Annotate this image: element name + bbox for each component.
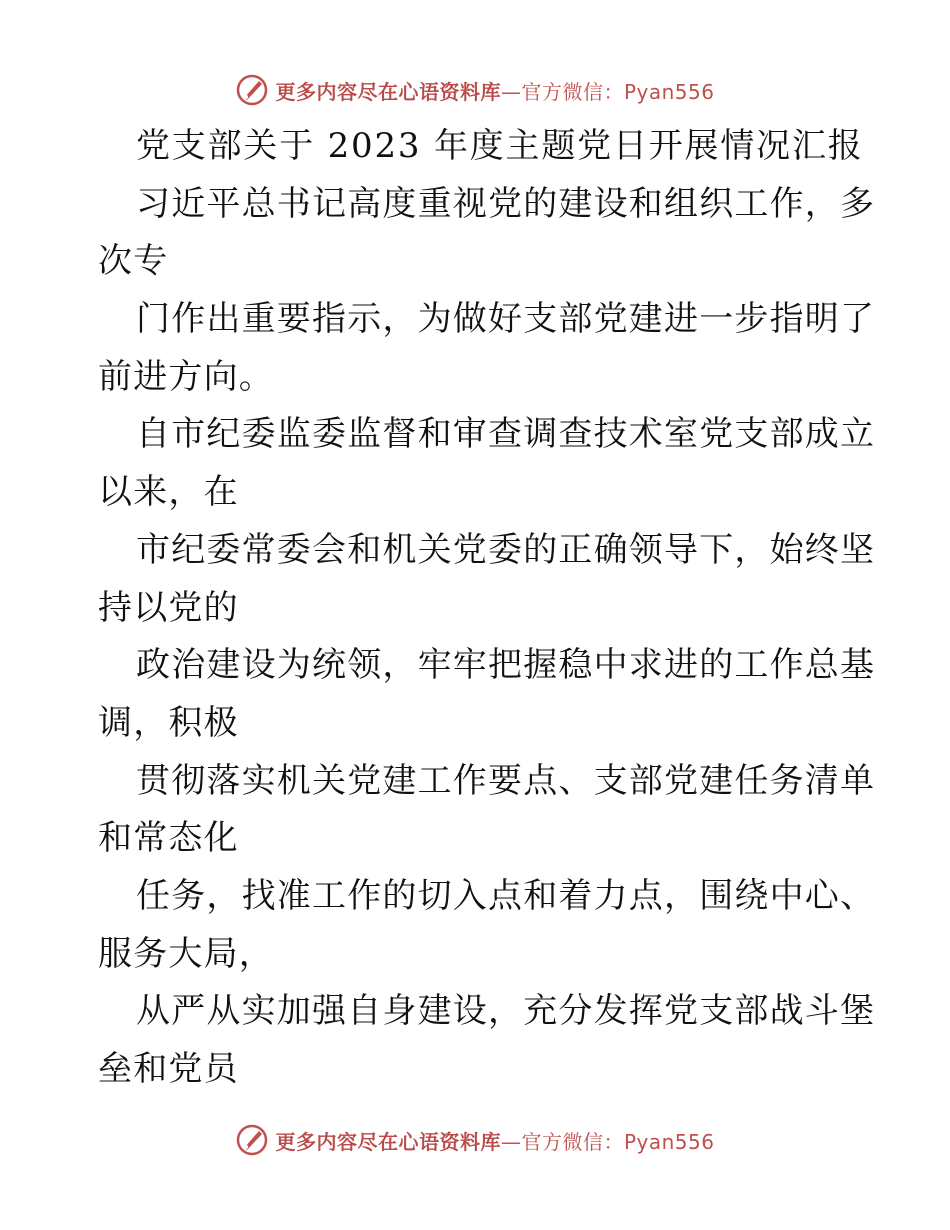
banner-tail-text: —官方微信：Pyan556	[500, 79, 715, 104]
paragraph-line: 调，积极	[98, 702, 239, 743]
paragraph-line: 前进方向。	[98, 356, 274, 397]
document-title: 党支部关于 2023 年度主题党日开展情况汇报	[136, 126, 864, 166]
paragraph-line: 习近平总书记高度重视党的建设和组织工作，多	[136, 183, 876, 224]
banner-tail-text: —官方微信：Pyan556	[500, 1129, 715, 1154]
paragraph-line: 市纪委常委会和机关党委的正确领导下，始终坚	[136, 529, 876, 570]
document-body	[98, 118, 876, 1099]
paragraph-line: 以来，在	[98, 472, 239, 513]
paragraph-line: 政治建设为统领，牢牢把握稳中求进的工作总基	[136, 645, 876, 686]
footer-banner	[0, 1120, 950, 1160]
paragraph-line: 任务，找准工作的切入点和着力点，围绕中心、	[136, 875, 876, 916]
header-banner	[0, 70, 950, 110]
paragraph-line: 贯彻落实机关党建工作要点、支部党建任务清单	[136, 760, 876, 801]
paragraph-line: 门作出重要指示，为做好支部党建进一步指明了	[136, 299, 876, 340]
paragraph-line: 从严从实加强自身建设，充分发挥党支部战斗堡	[136, 991, 876, 1032]
paragraph-line: 和常态化	[98, 818, 239, 859]
banner-main-text: 更多内容尽在心语资料库	[275, 79, 501, 104]
paragraph-line: 自市纪委监委监督和审查调查技术室党支部成立	[136, 414, 876, 455]
paragraph-line: 次专	[98, 241, 169, 282]
quill-seal-icon	[235, 73, 269, 107]
paragraph-line: 服务大局，	[98, 933, 274, 974]
banner-main-text: 更多内容尽在心语资料库	[275, 1129, 501, 1154]
paragraph-line: 持以党的	[98, 587, 239, 628]
paragraph-line: 垒和党员	[98, 1049, 239, 1089]
quill-seal-icon	[235, 1123, 269, 1157]
